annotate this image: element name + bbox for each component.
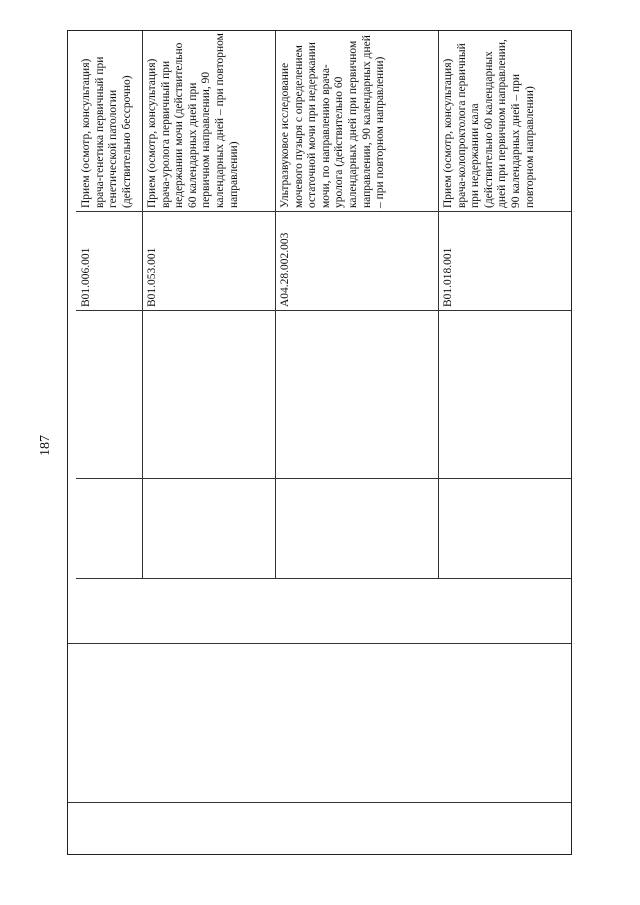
table-row-1-code: B01.006.001 [80, 247, 92, 307]
column-divider [76, 478, 571, 479]
table-row-3-description: Ультразвуковое исследование мочевого пузыря с определением остаточной мочи при недержании мочи, по направлению врача-уролога (действительно 60 календарных дней при первичном направлении, 90 календарных дней – при повторном направлении) [279, 35, 387, 208]
table-row-4-description: Прием (осмотр, консультация) врача-колопроктолога первичный при недержании кала (действительно 60 календарных дней при первичном направлении, 90 календарных дней – при повторном направлении) [442, 39, 536, 208]
table-row-3-code: A04.28.002.003 [279, 232, 291, 307]
table-row-2-description: Прием (осмотр, консультация) врача-уролога первичный при недержании мочи (действительно 60 календарных дней при первичном направлении, 90 календарных дней – при повторном направлении) [146, 33, 240, 208]
table-row-1-description: Прием (осмотр, консультация) врача-генетика первичный при генетической патологии (действительно бессрочно) [80, 56, 133, 208]
column-divider [68, 643, 571, 644]
table-row-4-code: B01.018.001 [442, 247, 454, 307]
page-number: 187 [38, 435, 53, 456]
column-divider [68, 802, 571, 803]
column-divider [76, 578, 571, 579]
table-row-2-code: B01.053.001 [146, 247, 158, 307]
rotated-table [67, 30, 572, 855]
